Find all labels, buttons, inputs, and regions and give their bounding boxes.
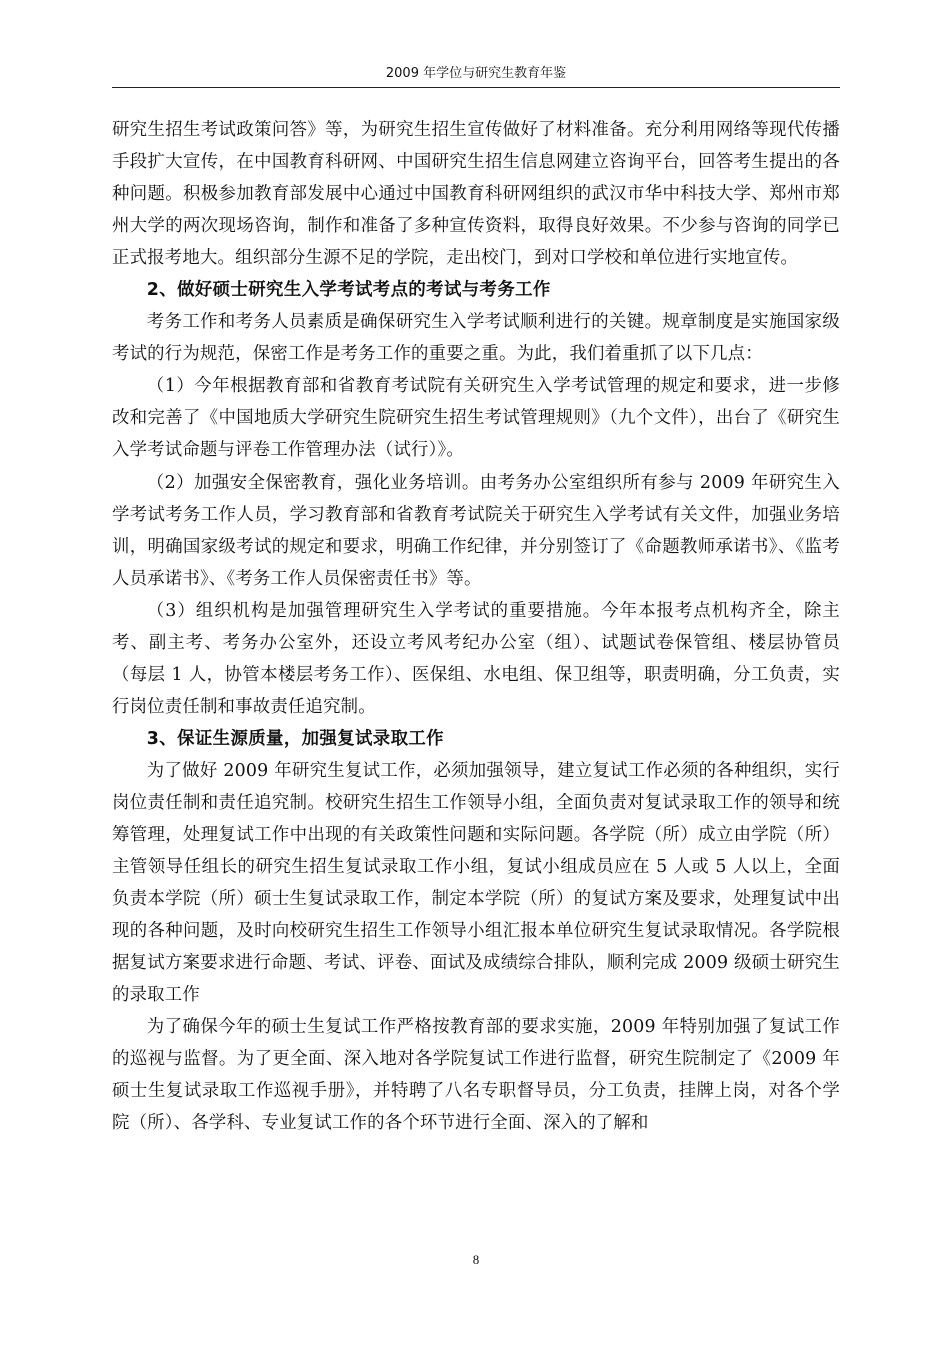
document-body (112, 114, 840, 1140)
paragraph-retest-organization: 为了做好 2009 年研究生复试工作，必须加强领导，建立复试工作必须的各种组织，实行岗位责任制和责任追究制。校研究生招生工作领导小组，全面负责对复试录取工作的领导和统筹管理，处理复试工作中出现的有关政策性问题和实际问题。各学院（所）成立由学院（所）主管领导任组长的研究生招生复试录取工作小组，复试小组成员应在 5 人或 5 人以上，全面负责本学院（所）硕士生复试录取工作，制定本学院（所）的复试方案及要求，处理复试中出现的各种问题，及时向校研究生招生工作领导小组汇报本单位研究生复试录取情况。各学院根据复试方案要求进行命题、考试、评卷、面试及成绩综合排队，顺利完成 2009 级硕士研究生的录取工作 (112, 760, 840, 1006)
running-header: 2009 年学位与研究生教育年鉴 (385, 66, 567, 81)
header-divider (112, 87, 840, 88)
section-heading-3: 3、保证生源质量，加强复试录取工作 (146, 728, 444, 749)
paragraph-point-2: （2）加强安全保密教育，强化业务培训。由考务办公室组织所有参与 2009 年研究生入学考试考务工作人员，学习教育部和省教育考试院关于研究生入学考试有关文件，加强业务培训，明确国家级考试的规定和要求，明确工作纪律，并分别签订了《命题教师承诺书》、《监考人员承诺书》、《考务工作人员保密责任书》等。 (112, 472, 840, 589)
page-number: 8 (472, 1252, 480, 1267)
paragraph-retest-supervision: 为了确保今年的硕士生复试工作严格按教育部的要求实施，2009 年特别加强了复试工作的巡视与监督。为了更全面、深入地对各学院复试工作进行监督，研究生院制定了《2009 年硕士生复试录取工作巡视手册》，并特聘了八名专职督导员，分工负责，挂牌上岗，对各个学院（所）、各学科、专业复试工作的各个环节进行全面、深入的了解和 (112, 1017, 840, 1134)
paragraph-point-3: （3）组织机构是加强管理研究生入学考试的重要措施。今年本报考点机构齐全，除主考、副主考、考务办公室外，还设立考风考纪办公室（组）、试题试卷保管组、楼层协管员（每层 1 人，协管本楼层考务工作）、医保组、水电组、保卫组等，职责明确，分工负责，实行岗位责任制和事故责任追究制。 (112, 600, 840, 717)
paragraph-exam-affairs-intro: 考务工作和考务人员素质是确保研究生入学考试顺利进行的关键。规章制度是实施国家级考试的行为规范，保密工作是考务工作的重要之重。为此，我们着重抓了以下几点： (112, 312, 840, 365)
section-heading-2: 2、做好硕士研究生入学考试考点的考试与考务工作 (146, 280, 551, 301)
paragraph-point-1: （1）今年根据教育部和省教育考试院有关研究生入学考试管理的规定和要求，进一步修改和完善了《中国地质大学研究生院研究生招生考试管理规则》（九个文件），出台了《研究生入学考试命题与评卷工作管理办法（试行）》。 (112, 376, 840, 461)
paragraph-publicity-continued: 研究生招生考试政策问答》等，为研究生招生宣传做好了材料准备。充分利用网络等现代传播手段扩大宣传，在中国教育科研网、中国研究生招生信息网建立咨询平台，回答考生提出的各种问题。积极参加教育部发展中心通过中国教育科研网组织的武汉市华中科技大学、郑州市郑州大学的两次现场咨询，制作和准备了多种宣传资料，取得良好效果。不少参与咨询的同学已正式报考地大。组织部分生源不足的学院，走出校门，到对口学校和单位进行实地宣传。 (112, 120, 840, 269)
